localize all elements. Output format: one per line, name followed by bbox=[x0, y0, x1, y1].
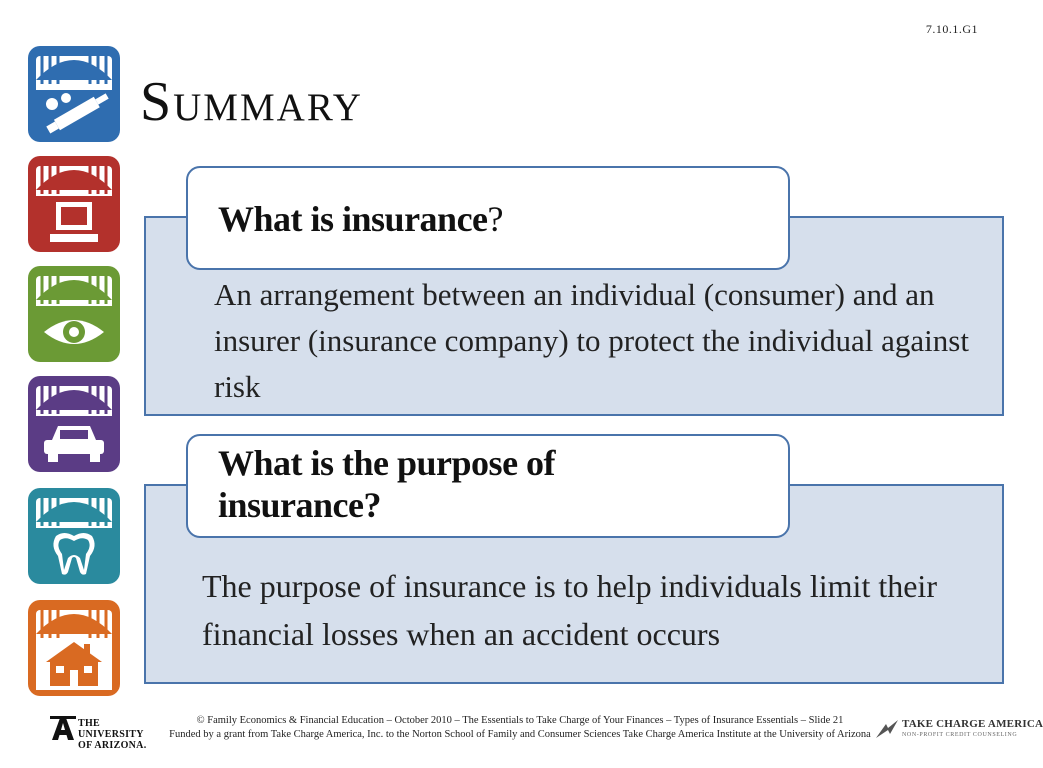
tooth-icon bbox=[26, 486, 122, 586]
ua-logo-line1: THE UNIVERSITY bbox=[78, 718, 144, 740]
slide-code: 7.10.1.G1 bbox=[925, 22, 978, 36]
take-charge-america-mark-icon bbox=[874, 718, 900, 742]
page-title: Summary bbox=[140, 71, 363, 133]
tca-logo-main: TAKE CHARGE AMERICA bbox=[902, 718, 1043, 730]
house-icon bbox=[26, 598, 122, 698]
car-icon bbox=[26, 374, 122, 474]
ua-logo-line2: OF ARIZONA. bbox=[78, 740, 147, 751]
answer-text-1: An arrangement between an individual (consumer) and an insurer (insurance company) to protect the individual against risk bbox=[214, 277, 969, 404]
question-tab-1 bbox=[186, 166, 790, 270]
university-a-icon bbox=[50, 716, 76, 742]
medical-syringe-icon bbox=[26, 44, 122, 144]
question-text-2: What is the purpose of insurance? bbox=[218, 443, 556, 525]
question-text-1: What is insurance bbox=[218, 199, 488, 239]
tca-logo-sub: NON-PROFIT CREDIT COUNSELING bbox=[902, 732, 1018, 738]
eye-icon bbox=[26, 264, 122, 364]
university-of-arizona-logo bbox=[50, 716, 154, 751]
footer-copyright: © Family Economics & Financial Education – October 2010 – The Essentials to Take Charge of Your Finances – Types of Insurance Essentials – Slide 21 bbox=[196, 715, 844, 726]
question-mark-1: ? bbox=[487, 199, 504, 239]
take-charge-america-logo bbox=[872, 716, 1043, 744]
question-tab-2 bbox=[186, 434, 790, 538]
answer-text-2: The purpose of insurance is to help individuals limit their financial losses when an accident occurs bbox=[202, 568, 937, 652]
computer-icon bbox=[26, 154, 122, 254]
footer-funding: Funded by a grant from Take Charge America, Inc. to the Norton School of Family and Consumer Sciences Take Charge America Institute at the University of Arizona bbox=[169, 729, 871, 740]
